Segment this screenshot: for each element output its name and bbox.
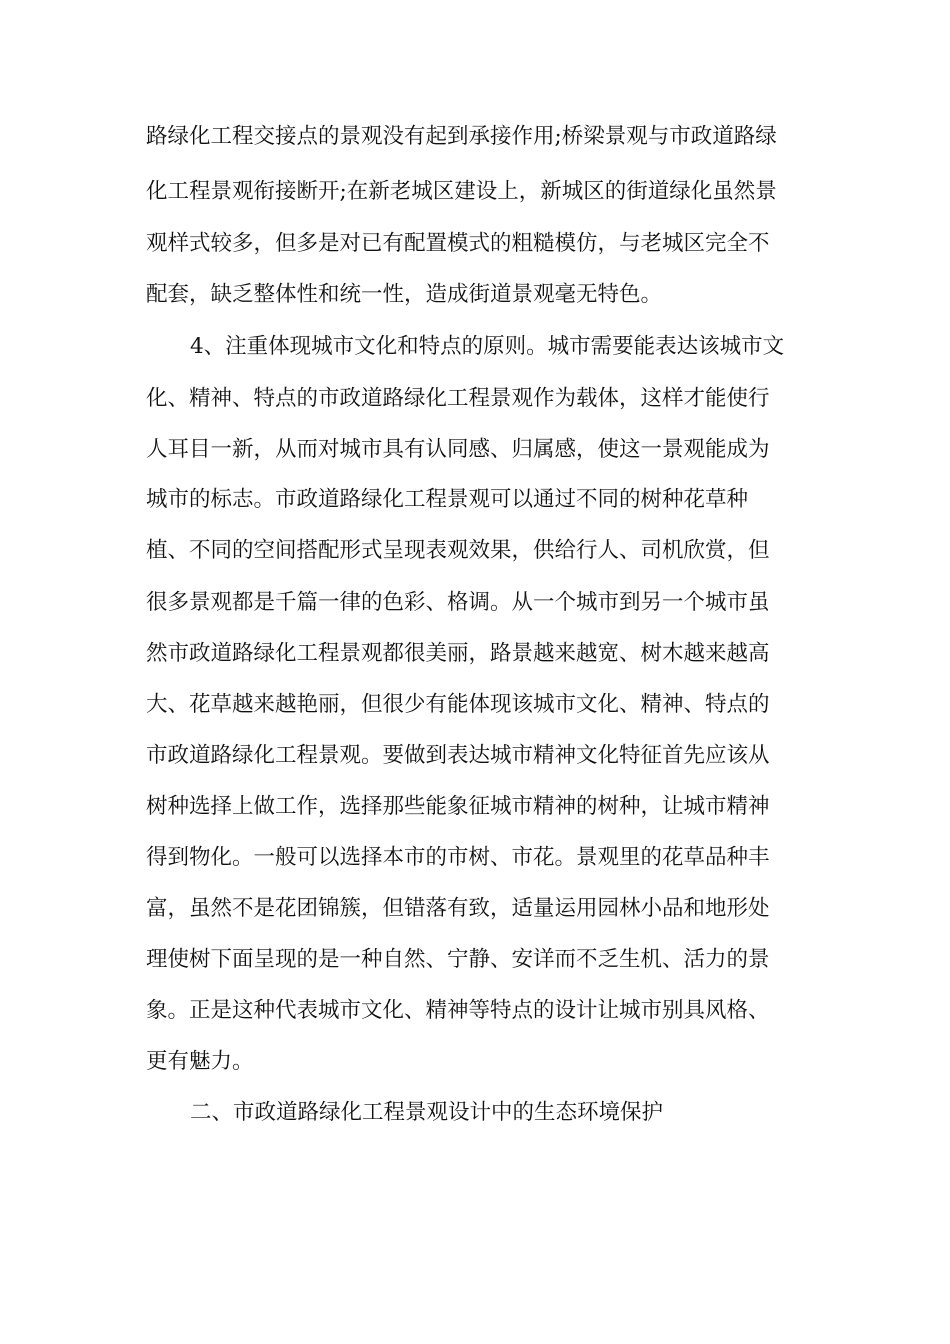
paragraph-line: 植、不同的空间搭配形式呈现表观效果，供给行人、司机欣赏，但 (146, 538, 770, 563)
paragraph-line: 很多景观都是千篇一律的色彩、格调。从一个城市到另一个城市虽 (146, 590, 770, 615)
paragraph-line: 配套，缺乏整体性和统一性，造成街道景观毫无特色。 (146, 282, 663, 307)
paragraph-line: 理使树下面呈现的是一种自然、宁静、安详而不乏生机、活力的景 (146, 947, 770, 972)
section-heading: 二、市政道路绿化工程景观设计中的生态环境保护 (190, 1100, 664, 1125)
paragraph-line: 更有魅力。 (146, 1049, 254, 1074)
paragraph-line: 化、精神、特点的市政道路绿化工程景观作为载体，这样才能使行 (146, 386, 770, 411)
paragraph-line: 路绿化工程交接点的景观没有起到承接作用;桥梁景观与市政道路绿 (146, 124, 777, 149)
paragraph-line: 城市的标志。市政道路绿化工程景观可以通过不同的树种花草种 (146, 487, 749, 512)
paragraph-line: 4、注重体现城市文化和特点的原则。城市需要能表达该城市文 (190, 334, 785, 359)
paragraph-line: 大、花草越来越艳丽，但很少有能体现该城市文化、精神、特点的 (146, 692, 770, 717)
paragraph-line: 象。正是这种代表城市文化、精神等特点的设计让城市别具风格、 (146, 998, 770, 1023)
paragraph-line: 化工程景观衔接断开;在新老城区建设上，新城区的街道绿化虽然景 (146, 179, 777, 204)
paragraph-line: 观样式较多，但多是对已有配置模式的粗糙模仿，与老城区完全不 (146, 231, 770, 256)
paragraph-line: 然市政道路绿化工程景观都很美丽，路景越来越宽、树木越来越高 (146, 641, 770, 666)
paragraph-line: 人耳目一新，从而对城市具有认同感、归属感，使这一景观能成为 (146, 437, 770, 462)
paragraph-line: 树种选择上做工作，选择那些能象征城市精神的树种，让城市精神 (146, 794, 770, 819)
paragraph-line: 市政道路绿化工程景观。要做到表达城市精神文化特征首先应该从 (146, 743, 770, 768)
paragraph-line: 富，虽然不是花团锦簇，但错落有致，适量运用园林小品和地形处 (146, 896, 770, 921)
paragraph-line: 得到物化。一般可以选择本市的市树、市花。景观里的花草品种丰 (146, 845, 770, 870)
